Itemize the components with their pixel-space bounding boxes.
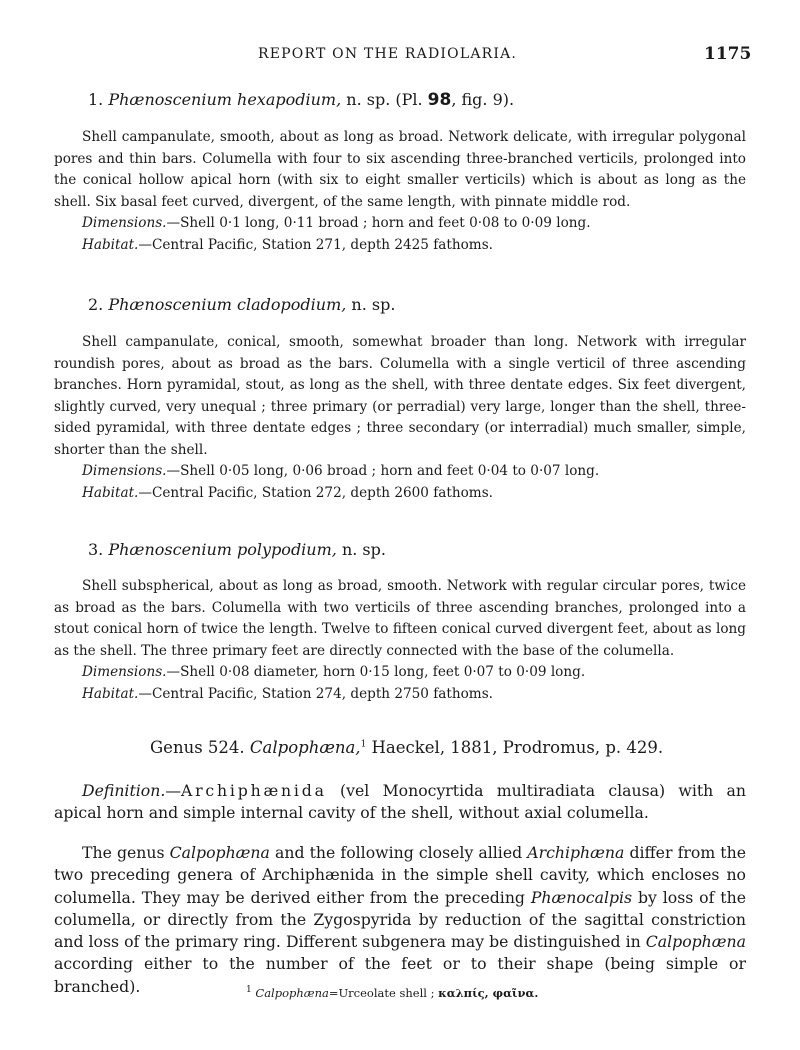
plate-figure: , fig. 9).	[451, 90, 515, 109]
habitat-text: —Central Pacific, Station 272, depth 2600 fathoms.	[138, 485, 493, 501]
species-1-dimensions	[54, 213, 746, 235]
genus-prefix: Genus 524.	[150, 738, 250, 757]
plate-reference: 98	[427, 90, 452, 110]
habitat-text: —Central Pacific, Station 271, depth 2425 fathoms.	[138, 237, 493, 253]
species-3-dimensions	[54, 662, 746, 684]
page-number: 1175	[704, 44, 752, 64]
genus-discussion	[54, 842, 746, 998]
paragraph-text: differ from the two preceding genera of Archiphænida in the simple shell cavity, which encloses no columella. They may be derived either from the preceding	[54, 843, 746, 907]
species-2-dimensions	[54, 461, 746, 483]
running-title: REPORT ON THE RADIOLARIA.	[258, 46, 518, 62]
species-3-description: Shell subspherical, about as long as broad, smooth. Network with regular circular pores, twice as broad as the bars. Columella with two verticils of three ascending branches, prolonged into a stout conical horn of twice the length. Twelve to fifteen conical curved divergent feet, about as long as the shell. The three primary feet are directly connected with the base of the columella.	[54, 578, 746, 659]
species-number: 3.	[88, 540, 104, 559]
species-name: Phænoscenium polypodium,	[108, 540, 337, 559]
habitat-label: Habitat.	[82, 686, 139, 702]
running-head	[0, 44, 800, 68]
species-3-heading	[88, 540, 386, 559]
species-number: 1.	[88, 90, 104, 109]
species-3-habitat	[54, 684, 746, 706]
species-1-heading	[88, 90, 514, 110]
definition-text: (vel Monocyrtida multiradiata clausa) with an apical horn and simple internal cavity of the shell, without axial columella.	[54, 781, 746, 823]
paragraph-text: by loss of the columella, or directly from the Zygospyrida by reduction of the sagittal constriction and loss of the primary ring. Different subgenera may be distinguished in	[54, 887, 746, 952]
paragraph-text: and the following closely allied	[269, 843, 528, 862]
taxon-name: Archiphæna	[527, 843, 625, 862]
species-2-habitat	[54, 483, 746, 505]
genus-name: Calpophæna,	[249, 738, 361, 757]
species-1-habitat	[54, 235, 746, 257]
genus-definition	[54, 780, 746, 825]
footnote-mark: 1	[360, 739, 367, 750]
definition-dash: —	[165, 781, 181, 800]
definition-label: Definition.	[82, 781, 166, 800]
habitat-text: —Central Pacific, Station 274, depth 2750 fathoms.	[138, 686, 493, 702]
dimensions-text: —Shell 0·08 diameter, horn 0·15 long, feet 0·07 to 0·09 long.	[166, 664, 586, 680]
genus-authority: Haeckel, 1881, Prodromus, p. 429.	[366, 738, 664, 757]
footnote-greek: καλπίς, φαῖνα.	[438, 986, 539, 1000]
dimensions-text: —Shell 0·05 long, 0·06 broad ; horn and feet 0·04 to 0·07 long.	[166, 463, 600, 479]
species-suffix: n. sp.	[346, 295, 396, 314]
footnote-term: Calpophæna	[255, 986, 329, 1000]
habitat-label: Habitat.	[82, 237, 139, 253]
habitat-label: Habitat.	[82, 485, 139, 501]
species-1-description: Shell campanulate, smooth, about as long as broad. Network delicate, with irregular polygonal pores and thin bars. Columella with four to six ascending three-branched verticils, prolonged into the conical hollow apical horn (with six to eight smaller verticils) which is about as long as the shell. Six basal feet curved, divergent, of the same length, with pinnate middle rod.	[54, 129, 746, 210]
paragraph-text: The genus	[82, 843, 170, 862]
species-name: Phænoscenium hexapodium,	[108, 90, 342, 109]
species-2-heading	[88, 295, 395, 314]
species-suffix: n. sp. (Pl.	[341, 90, 428, 109]
taxon-name: Phænocalpis	[530, 887, 633, 907]
species-number: 2.	[88, 295, 104, 314]
taxon-name: Calpophæna	[645, 932, 746, 952]
taxon-name: Calpophæna	[169, 843, 270, 862]
species-name: Phænoscenium cladopodium,	[108, 295, 347, 314]
footnote-mark: 1	[246, 985, 252, 996]
dimensions-text: —Shell 0·1 long, 0·11 broad ; horn and feet 0·08 to 0·09 long.	[166, 215, 591, 231]
dimensions-label: Dimensions.	[82, 463, 167, 479]
footnote	[246, 986, 538, 1000]
species-2-description: Shell campanulate, conical, smooth, somewhat broader than long. Network with irregular roundish pores, about as broad as the bars. Columella with a single verticil of three ascending branches. Horn pyramidal, stout, as long as the shell, with three dentate edges. Six feet divergent, slightly curved, very unequal ; three primary (or perradial) very large, longer than the shell, three-sided pyramidal, with three dentate edges ; three secondary (or interradial) much smaller, simple, shorter than the shell.	[54, 334, 746, 458]
footnote-text: =Urceolate shell ;	[328, 986, 439, 1000]
paragraph-text: according either to the number of the feet or to their shape (being simple or branched).	[54, 954, 746, 996]
dimensions-label: Dimensions.	[82, 215, 167, 231]
definition-taxon: Archiphænida	[181, 781, 327, 800]
genus-heading	[150, 738, 663, 757]
species-suffix: n. sp.	[336, 540, 386, 559]
dimensions-label: Dimensions.	[82, 664, 167, 680]
